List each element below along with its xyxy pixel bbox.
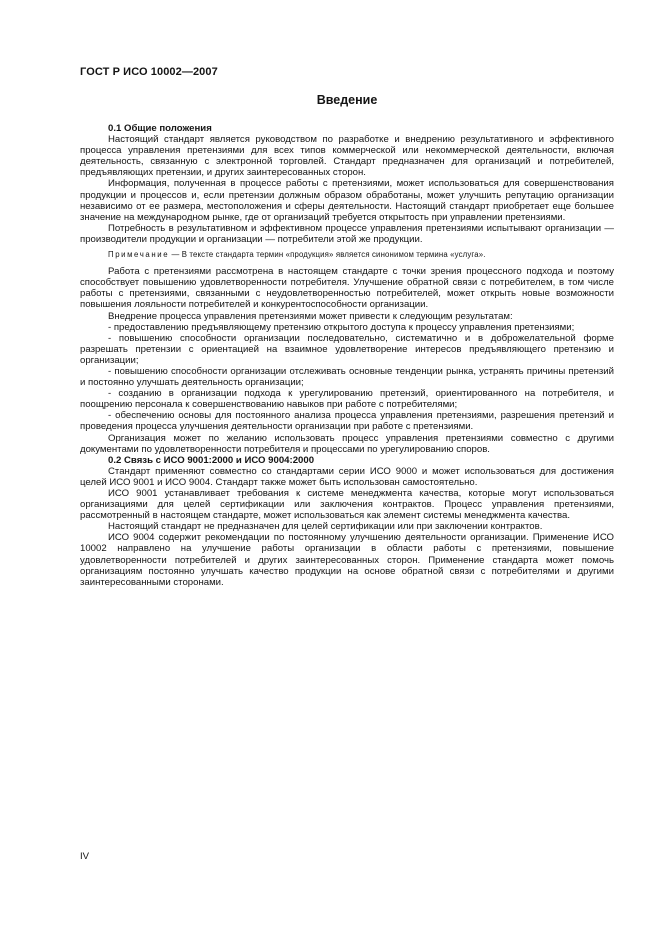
paragraph: Организация может по желанию использовать процесс управления претензиями совместно с другими документами по удовлетворенности потребителя и процессами по урегулированию споров.: [80, 432, 614, 455]
note-label: Примечание: [108, 250, 170, 260]
page-title: Введение: [316, 93, 378, 107]
list-item: - обеспечению основы для постоянного анализа процесса управления претензиями, разрешения претензий и проведения процесса улучшения деятельности организации при работе с претензиями.: [80, 410, 614, 433]
note: [80, 249, 614, 260]
paragraph: Информация, полученная в процессе работы с претензиями, может использоваться для совершенствования продукции и процессов и, если претензии должным образом обработаны, может улучшить репутацию организации независимо от ее размера, местоположения и сферы деятельности. Настоящий стандарт приобретает еще большее значение на международном рынке, где от организаций требуется открытость при управлении претензиями.: [80, 178, 614, 223]
paragraph: Стандарт применяют совместно со стандартами серии ИСО 9000 и может использоваться для достижения целей ИСО 9001 и ИСО 9004. Стандарт также может быть использован самостоятельно.: [80, 465, 614, 488]
paragraph: ИСО 9001 устанавливает требования к системе менеджмента качества, которые могут использоваться организациями для целей сертификации или заключения контрактов. Процесс управления претензиями, рассмотренный в настоящем стандарте, может использоваться как элемент системы менеджмента качества.: [80, 488, 614, 522]
list-item: - повышению способности организации отслеживать основные тенденции рынка, устранять причины претензий и постоянно улучшать деятельность организации;: [80, 365, 614, 389]
list-item: - предоставлению предъявляющему претензию открытого доступа к процессу управления претензиями;: [108, 321, 575, 333]
section-heading-general: 0.1 Общие положения: [108, 123, 212, 134]
standard-header: ГОСТ Р ИСО 10002—2007: [80, 66, 218, 78]
paragraph: Работа с претензиями рассмотрена в настоящем стандарте с точки зрения процессного подхода и поэтому способствует повышению удовлетворенности потребителя. Улучшение обратной связи с потребителем, в том числе работы с претензиями, связанными с неудовлетворенностью потребителей, может открыть новые возможности повышения лояльности потребителей и конкурентоспособности организации.: [80, 266, 614, 311]
paragraph: Внедрение процесса управления претензиями может привести к следующим результатам:: [108, 310, 513, 322]
paragraph: Настоящий стандарт не предназначен для целей сертификации или при заключении контрактов.: [108, 521, 543, 533]
paragraph: Потребность в результативном и эффективном процессе управления претензиями испытывают организации — производители продукции и организации — потребители этой же продукции.: [80, 222, 614, 245]
paragraph: Настоящий стандарт является руководством по разработке и внедрению результативного и эффективного процесса управления претензиями для всех типов коммерческой или некоммерческой деятельности, включая деятельность, связанную с электронной торговлей. Стандарт предназначен для организаций и потребителей, предъявляющих претензии, и других заинтересованных сторон.: [80, 134, 614, 179]
list-item: - повышению способности организации последовательно, систематично и в доброжелательной форме разрешать претензии с ориентацией на взаимное удовлетворение интересов предъявляющего претензию и организации;: [80, 332, 614, 366]
page-number: IV: [80, 851, 90, 862]
paragraph: ИСО 9004 содержит рекомендации по постоянному улучшению деятельности организации. Применение ИСО 10002 направлено на улучшение работы организации в области работы с претензиями, повышение удовлетворенности потребителей и других заинтересованных сторон. Применение стандарта может помочь организациям постоянно улучшать качество продукции на основе обратной связи с потребителями и другими заинтересованными сторонами.: [80, 532, 614, 588]
note-text: — В тексте стандарта термин «продукция» является синонимом термина «услуга».: [169, 250, 486, 260]
section-heading-iso-relation: 0.2 Связь с ИСО 9001:2000 и ИСО 9004:2000: [108, 454, 315, 466]
document-body: [80, 123, 614, 588]
list-item: - созданию в организации подхода к урегулированию претензий, ориентированного на потребителя, и поощрению персонала к совершенствованию навыков при работе с потребителями;: [80, 388, 614, 411]
